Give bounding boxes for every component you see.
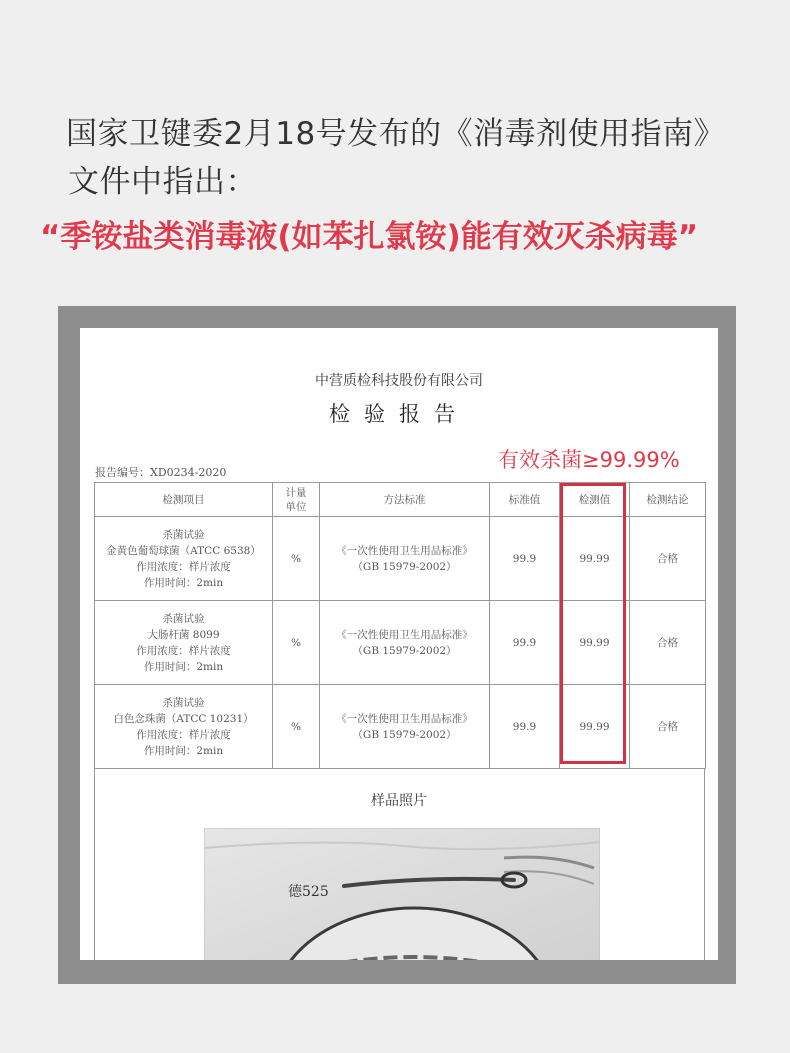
header-method: 方法标准 <box>320 483 490 517</box>
item-line: 大肠杆菌 8099 <box>147 628 220 641</box>
standard-cell: 99.9 <box>490 601 560 685</box>
standard-cell: 99.9 <box>490 685 560 769</box>
item-line: 作用浓度：样片浓度 <box>136 560 231 573</box>
item-line: 杀菌试验 <box>162 696 205 709</box>
header-conclusion: 检测结论 <box>630 483 706 517</box>
headline <box>66 110 725 206</box>
item-cell <box>95 685 273 769</box>
method-line: （GB 15979-2002） <box>352 560 457 573</box>
standard-cell: 99.9 <box>490 517 560 601</box>
item-cell <box>95 601 273 685</box>
conclusion-cell: 合格 <box>630 685 706 769</box>
method-line: 《一次性使用卫生用品标准》 <box>336 712 473 725</box>
unit-cell: % <box>273 685 320 769</box>
sterilization-claim: 有效杀菌≥99.99% <box>498 448 680 472</box>
item-line: 作用时间：2min <box>143 744 224 757</box>
item-line: 杀菌试验 <box>162 528 205 541</box>
sample-photo-title: 样品照片 <box>371 793 427 809</box>
item-line: 杀菌试验 <box>162 612 205 625</box>
conclusion-cell: 合格 <box>630 517 706 601</box>
item-line: 作用时间：2min <box>143 660 224 673</box>
header-standard: 标准值 <box>490 483 560 517</box>
item-line: 作用时间：2min <box>143 576 224 589</box>
header-item: 检测项目 <box>95 483 273 517</box>
measured-value-highlight <box>560 483 626 764</box>
method-cell <box>320 685 490 769</box>
header-unit <box>273 483 320 517</box>
unit-cell: % <box>273 601 320 685</box>
method-line: 《一次性使用卫生用品标准》 <box>336 544 473 557</box>
report-number: 报告编号：XD0234-2020 <box>95 466 227 479</box>
item-cell <box>95 517 273 601</box>
item-line: 作用浓度：样片浓度 <box>136 728 231 741</box>
report-title: 检验报告 <box>329 402 469 426</box>
headline-line-2: 文件中指出： <box>68 164 257 200</box>
method-cell <box>320 517 490 601</box>
unit-cell: % <box>273 517 320 601</box>
header-unit-text: 计量单位 <box>285 486 307 513</box>
company-name: 中营质检科技股份有限公司 <box>315 373 483 389</box>
highlight-quote: “季铵盐类消毒液(如苯扎氯铵)能有效灭杀病毒” <box>40 219 699 255</box>
measured-cell: 99.99 <box>560 685 630 769</box>
method-line: （GB 15979-2002） <box>352 644 457 657</box>
header-measured: 检测值 <box>560 483 630 517</box>
measured-cell: 99.99 <box>560 517 630 601</box>
item-line: 白色念珠菌（ATCC 10231） <box>113 712 254 725</box>
method-line: （GB 15979-2002） <box>352 728 457 741</box>
photo-scribble: 德525 <box>288 884 329 900</box>
measured-cell: 99.99 <box>560 601 630 685</box>
method-line: 《一次性使用卫生用品标准》 <box>336 628 473 641</box>
headline-line-1: 国家卫键委2月18号发布的《消毒剂使用指南》 <box>66 116 726 152</box>
item-line: 金黄色葡萄球菌（ATCC 6538） <box>106 544 261 557</box>
item-line: 作用浓度：样片浓度 <box>136 644 231 657</box>
conclusion-cell: 合格 <box>630 601 706 685</box>
method-cell <box>320 601 490 685</box>
inspection-report <box>80 328 718 960</box>
sample-photo <box>204 828 600 960</box>
